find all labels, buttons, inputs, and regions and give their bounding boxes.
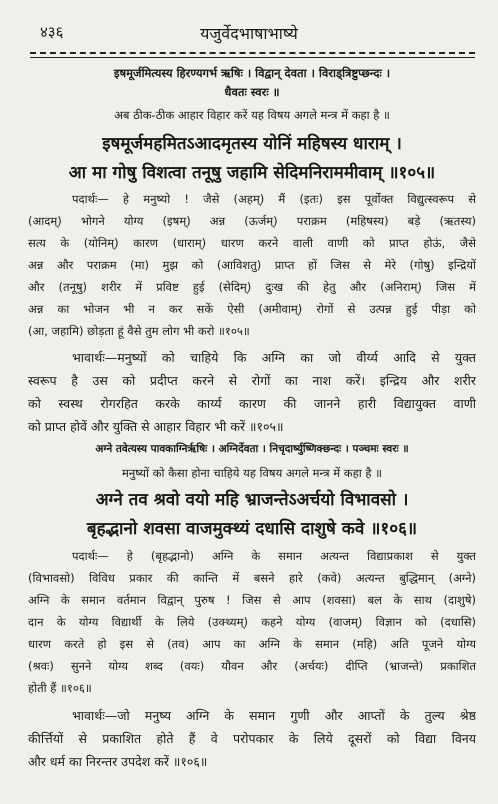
bhavartha-105-line: को स्वस्थ रोगरहित करके कार्य्य कारण की जानने हारी विद्यायुक्त वाणी: [28, 396, 476, 411]
padartha-105-line: अन्न और पराक्रम (मा) मुझ को (आविशतु) प्राप्त हों जिस से मेरे (गोषु) इन्द्रियों: [28, 258, 476, 272]
page-title: यजुर्वेदभाषाभाष्ये: [200, 24, 298, 43]
mantra-106-verse-line-2: बृहद्भानो शवसा वाजमुक्थ्यं दधासि दाशुषे कवे ॥१०६॥: [86, 519, 418, 539]
mantra-105-svara-line: धैवतः स्वरः ॥: [224, 85, 280, 99]
padartha-106-line: (विभावसो) विविध प्रकार की कान्ति में बसने हारे (कवे) अत्यन्त बुद्धिमान् (अग्ने): [28, 571, 476, 585]
bhavartha-105-line: को प्राप्त होवें और युक्ति से आहार विहार भी करें ॥१०५॥: [28, 419, 284, 434]
mantra-106-intro: मनुष्यों को कैसा होना चाहिये यह विषय अगले मन्त्र में कहा है ॥: [121, 466, 382, 480]
padartha-106-line: (श्रवः) सुनने योग्य शब्द (वयः) यौवन और (अर्चयः) दीप्ति (भ्राजन्ते) प्रकाशित: [28, 659, 476, 673]
mantra-105-intro: अब ठीक-ठीक आहार विहार करें यह विषय अगले मन्त्र में कहा है ॥: [114, 108, 390, 122]
header-rule-dashed: [30, 52, 475, 54]
bhavartha-105-line: भावार्थः—मनुष्यों को चाहिये कि अग्नि का जो वीर्य्य आदि से युक्त: [72, 350, 476, 365]
mantra-105-verse-line-1: इषमूर्जमहमितऽआदमृतस्य योनिं महिषस्य धाराम् ।: [102, 134, 402, 154]
page-number: ४३६: [40, 23, 64, 41]
padartha-105-line: (आदम्) भोगने योग्य (इषम्) अन्न (ऊर्जम्) पराक्रम (महिषस्य) बड़े (ऋतस्य): [28, 214, 476, 228]
padartha-106-line: अग्नि के समान वर्तमान विद्वान् पुरुष ! जिस से आप (शवसा) बल के साथ (दाशुषे): [28, 593, 476, 607]
bhavartha-106-line: कीर्त्तियों से प्रकाशित होते हैं वे परोपकार के लिये दूसरों को विद्या विनय: [28, 731, 476, 746]
padartha-106-line: धारण करते हो इस से (तव) आप का अग्नि के समान (महि) अति पूजने योग्य: [28, 637, 476, 651]
padartha-105-line: अन्न का भोजन भी न कर सकें ऐसी (अमीवाम्) रोगों से उत्पन्न हुई पीड़ा को: [28, 302, 476, 316]
mantra-105-rishi-line: इषमूर्जमित्यस्य हिरण्यगर्भ ऋषिः । विद्वान् देवता । विराड्‌त्रिष्टुप्छन्दः ।: [113, 66, 391, 80]
padartha-106-line: होती हैं ॥१०६॥: [28, 681, 92, 695]
mantra-105-verse-line-2: आ मा गोषु विशत्वा तनूषु जहामि सेदिमनिराममीवाम् ॥१०५॥: [68, 163, 436, 183]
page-header: [0, 22, 498, 46]
mantra-106-verse-line-1: अग्ने तव श्रवो वयो महि भ्राजन्तेऽअर्चयो विभावसो ।: [95, 490, 409, 510]
mantra-106-rishi-line: अग्ने तवेत्यस्य पावकाग्निर्ऋषिः । अग्निर्देवता । निचृदार्ष्युष्णिक्छन्दः । पञ्चमः स्वरः ॥: [95, 443, 409, 455]
padartha-105-line: (आ, जहामि) छोड़ता हूं वैसे तुम लोग भी करो ॥१०५॥: [28, 324, 250, 338]
bhavartha-106-line: और धर्म का निरन्तर उपदेश करें ॥१०६॥: [28, 754, 208, 769]
padartha-106-line: दान के योग्य विद्यार्थी के लिये (उक्थ्यम्) कहने योग्य (वाजम्) विज्ञान को (दधासि): [28, 615, 476, 629]
padartha-105-line: पदार्थः— हे मनुष्यो ! जैसे (अहम्) मैं (इतः) इस पूर्वोक्त विद्युत्स्वरूप से: [72, 192, 476, 206]
padartha-106-line: पदार्थः— हे (बृहद्भानो) अग्नि के समान अत्यन्त विद्याप्रकाश से युक्त: [72, 549, 476, 563]
padartha-105-line: और (तनूषु) शरीर में प्रविष्ट हुई (सेदिम्) दुःख की हेतु और (अनिराम्) जिस में: [28, 280, 476, 294]
bhavartha-106-line: भावार्थः—जो मनुष्य अग्नि के समान गुणी और आप्तों के तुल्य श्रेष्ठ: [72, 708, 476, 723]
header-rule-solid: [30, 57, 475, 58]
padartha-105-line: सत्य के (योनिम्) कारण (धाराम्) धारण करने वाली वाणी को प्राप्त होऊं, जैसे: [28, 236, 476, 250]
bhavartha-105-line: स्वरूप है उस को प्रदीप्त करने से रोगों का नाश करें। इन्द्रिय और शरीर: [28, 373, 476, 388]
